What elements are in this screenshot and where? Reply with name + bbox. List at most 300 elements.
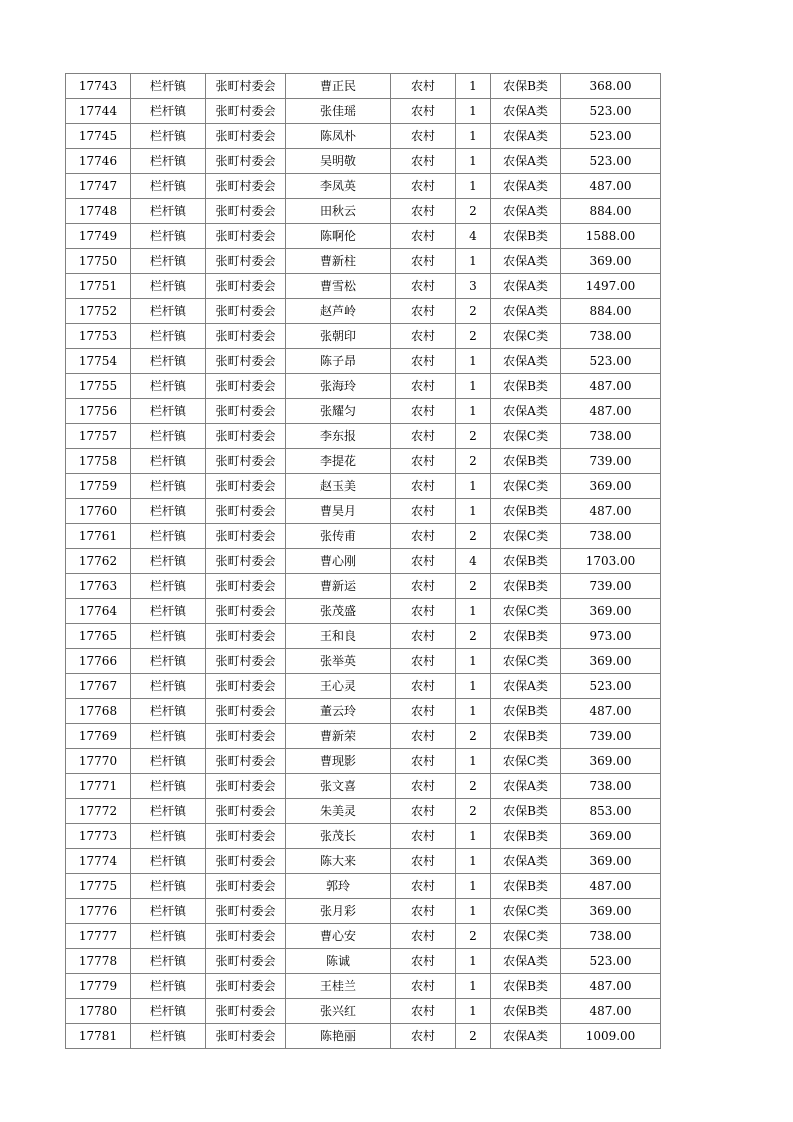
table-row [66, 124, 661, 149]
table-row [66, 249, 661, 274]
cell-village: 张町村委会 [206, 874, 286, 899]
cell-town: 栏杆镇 [131, 699, 206, 724]
cell-town: 栏杆镇 [131, 924, 206, 949]
cell-name: 曹正民 [286, 74, 391, 99]
cell-village: 张町村委会 [206, 949, 286, 974]
cell-residence: 农村 [391, 949, 456, 974]
cell-village: 张町村委会 [206, 799, 286, 824]
cell-amount: 523.00 [561, 949, 661, 974]
cell-town: 栏杆镇 [131, 849, 206, 874]
cell-residence: 农村 [391, 149, 456, 174]
table-row [66, 549, 661, 574]
cell-amount: 369.00 [561, 899, 661, 924]
cell-village: 张町村委会 [206, 199, 286, 224]
cell-id: 17778 [66, 949, 131, 974]
cell-amount: 523.00 [561, 149, 661, 174]
cell-village: 张町村委会 [206, 324, 286, 349]
cell-residence: 农村 [391, 824, 456, 849]
table-row [66, 499, 661, 524]
cell-count: 2 [456, 199, 491, 224]
cell-category: 农保C类 [491, 924, 561, 949]
table-row [66, 724, 661, 749]
table-row [66, 324, 661, 349]
cell-village: 张町村委会 [206, 599, 286, 624]
cell-name: 李东报 [286, 424, 391, 449]
cell-residence: 农村 [391, 574, 456, 599]
cell-category: 农保C类 [491, 899, 561, 924]
cell-village: 张町村委会 [206, 74, 286, 99]
cell-count: 2 [456, 924, 491, 949]
cell-id: 17756 [66, 399, 131, 424]
cell-amount: 369.00 [561, 474, 661, 499]
cell-town: 栏杆镇 [131, 574, 206, 599]
cell-id: 17747 [66, 174, 131, 199]
cell-name: 张兴红 [286, 999, 391, 1024]
table-row [66, 799, 661, 824]
cell-count: 2 [456, 524, 491, 549]
cell-village: 张町村委会 [206, 299, 286, 324]
cell-category: 农保B类 [491, 724, 561, 749]
table-row [66, 524, 661, 549]
cell-residence: 农村 [391, 449, 456, 474]
cell-count: 1 [456, 249, 491, 274]
cell-residence: 农村 [391, 249, 456, 274]
cell-amount: 487.00 [561, 699, 661, 724]
table-row [66, 174, 661, 199]
cell-residence: 农村 [391, 349, 456, 374]
cell-id: 17761 [66, 524, 131, 549]
cell-residence: 农村 [391, 849, 456, 874]
cell-amount: 369.00 [561, 599, 661, 624]
cell-category: 农保A类 [491, 399, 561, 424]
cell-village: 张町村委会 [206, 224, 286, 249]
cell-village: 张町村委会 [206, 824, 286, 849]
cell-id: 17765 [66, 624, 131, 649]
cell-name: 曹新柱 [286, 249, 391, 274]
cell-count: 1 [456, 824, 491, 849]
cell-category: 农保C类 [491, 424, 561, 449]
cell-id: 17774 [66, 849, 131, 874]
cell-id: 17772 [66, 799, 131, 824]
cell-id: 17775 [66, 874, 131, 899]
cell-id: 17760 [66, 499, 131, 524]
cell-amount: 487.00 [561, 499, 661, 524]
cell-town: 栏杆镇 [131, 124, 206, 149]
cell-amount: 369.00 [561, 749, 661, 774]
cell-id: 17773 [66, 824, 131, 849]
cell-id: 17758 [66, 449, 131, 474]
cell-category: 农保B类 [491, 74, 561, 99]
cell-category: 农保C类 [491, 749, 561, 774]
cell-id: 17776 [66, 899, 131, 924]
cell-category: 农保B类 [491, 549, 561, 574]
cell-residence: 农村 [391, 374, 456, 399]
cell-town: 栏杆镇 [131, 274, 206, 299]
table-row [66, 849, 661, 874]
cell-category: 农保C类 [491, 649, 561, 674]
cell-village: 张町村委会 [206, 699, 286, 724]
cell-town: 栏杆镇 [131, 899, 206, 924]
cell-town: 栏杆镇 [131, 499, 206, 524]
cell-category: 农保A类 [491, 274, 561, 299]
cell-category: 农保A类 [491, 199, 561, 224]
cell-id: 17745 [66, 124, 131, 149]
cell-town: 栏杆镇 [131, 774, 206, 799]
table-row [66, 424, 661, 449]
cell-residence: 农村 [391, 474, 456, 499]
cell-residence: 农村 [391, 874, 456, 899]
cell-name: 王和良 [286, 624, 391, 649]
cell-town: 栏杆镇 [131, 399, 206, 424]
table-row [66, 399, 661, 424]
cell-count: 2 [456, 624, 491, 649]
cell-name: 张朝印 [286, 324, 391, 349]
cell-count: 1 [456, 349, 491, 374]
cell-id: 17752 [66, 299, 131, 324]
cell-count: 1 [456, 149, 491, 174]
table-row [66, 374, 661, 399]
table-row [66, 99, 661, 124]
cell-village: 张町村委会 [206, 974, 286, 999]
cell-town: 栏杆镇 [131, 474, 206, 499]
cell-village: 张町村委会 [206, 774, 286, 799]
table-row [66, 1024, 661, 1049]
cell-residence: 农村 [391, 324, 456, 349]
table-row [66, 674, 661, 699]
cell-name: 王桂兰 [286, 974, 391, 999]
cell-amount: 739.00 [561, 449, 661, 474]
cell-name: 张举英 [286, 649, 391, 674]
cell-amount: 487.00 [561, 399, 661, 424]
cell-residence: 农村 [391, 974, 456, 999]
cell-category: 农保B类 [491, 874, 561, 899]
cell-residence: 农村 [391, 899, 456, 924]
cell-village: 张町村委会 [206, 724, 286, 749]
payment-table [65, 73, 661, 1049]
cell-town: 栏杆镇 [131, 149, 206, 174]
cell-amount: 487.00 [561, 374, 661, 399]
cell-id: 17763 [66, 574, 131, 599]
cell-town: 栏杆镇 [131, 624, 206, 649]
cell-town: 栏杆镇 [131, 874, 206, 899]
cell-amount: 738.00 [561, 524, 661, 549]
cell-amount: 738.00 [561, 424, 661, 449]
cell-town: 栏杆镇 [131, 349, 206, 374]
cell-count: 4 [456, 224, 491, 249]
table-row [66, 574, 661, 599]
cell-town: 栏杆镇 [131, 724, 206, 749]
cell-id: 17777 [66, 924, 131, 949]
cell-town: 栏杆镇 [131, 524, 206, 549]
cell-count: 3 [456, 274, 491, 299]
cell-town: 栏杆镇 [131, 199, 206, 224]
cell-name: 赵芦岭 [286, 299, 391, 324]
cell-village: 张町村委会 [206, 574, 286, 599]
cell-village: 张町村委会 [206, 499, 286, 524]
cell-residence: 农村 [391, 924, 456, 949]
cell-count: 1 [456, 974, 491, 999]
cell-id: 17746 [66, 149, 131, 174]
cell-amount: 523.00 [561, 124, 661, 149]
cell-residence: 农村 [391, 199, 456, 224]
cell-count: 2 [456, 1024, 491, 1049]
cell-id: 17753 [66, 324, 131, 349]
cell-name: 陈大来 [286, 849, 391, 874]
cell-name: 李提花 [286, 449, 391, 474]
cell-id: 17770 [66, 749, 131, 774]
cell-amount: 738.00 [561, 924, 661, 949]
cell-id: 17757 [66, 424, 131, 449]
cell-name: 田秋云 [286, 199, 391, 224]
cell-village: 张町村委会 [206, 624, 286, 649]
table-row [66, 224, 661, 249]
table-row [66, 949, 661, 974]
cell-name: 李凤英 [286, 174, 391, 199]
cell-category: 农保A类 [491, 174, 561, 199]
cell-count: 1 [456, 849, 491, 874]
cell-count: 2 [456, 574, 491, 599]
cell-category: 农保B类 [491, 999, 561, 1024]
cell-category: 农保C类 [491, 474, 561, 499]
cell-category: 农保C类 [491, 599, 561, 624]
cell-town: 栏杆镇 [131, 224, 206, 249]
cell-name: 张传甫 [286, 524, 391, 549]
cell-category: 农保A类 [491, 674, 561, 699]
cell-name: 张茂盛 [286, 599, 391, 624]
cell-count: 1 [456, 874, 491, 899]
table-row [66, 199, 661, 224]
cell-name: 陈艳丽 [286, 1024, 391, 1049]
cell-amount: 487.00 [561, 174, 661, 199]
cell-count: 2 [456, 299, 491, 324]
cell-id: 17779 [66, 974, 131, 999]
cell-name: 陈子昂 [286, 349, 391, 374]
table-row [66, 699, 661, 724]
cell-category: 农保C类 [491, 524, 561, 549]
cell-residence: 农村 [391, 124, 456, 149]
cell-category: 农保A类 [491, 249, 561, 274]
cell-village: 张町村委会 [206, 674, 286, 699]
cell-id: 17748 [66, 199, 131, 224]
cell-village: 张町村委会 [206, 374, 286, 399]
cell-town: 栏杆镇 [131, 74, 206, 99]
cell-count: 1 [456, 649, 491, 674]
cell-id: 17759 [66, 474, 131, 499]
cell-category: 农保B类 [491, 374, 561, 399]
cell-amount: 739.00 [561, 724, 661, 749]
cell-residence: 农村 [391, 624, 456, 649]
cell-residence: 农村 [391, 99, 456, 124]
cell-town: 栏杆镇 [131, 449, 206, 474]
cell-amount: 523.00 [561, 99, 661, 124]
cell-residence: 农村 [391, 599, 456, 624]
cell-count: 1 [456, 999, 491, 1024]
cell-residence: 农村 [391, 999, 456, 1024]
cell-residence: 农村 [391, 1024, 456, 1049]
cell-name: 王心灵 [286, 674, 391, 699]
cell-town: 栏杆镇 [131, 174, 206, 199]
cell-count: 2 [456, 724, 491, 749]
cell-town: 栏杆镇 [131, 1024, 206, 1049]
cell-residence: 农村 [391, 724, 456, 749]
cell-amount: 369.00 [561, 849, 661, 874]
table-row [66, 74, 661, 99]
cell-count: 1 [456, 474, 491, 499]
cell-count: 1 [456, 749, 491, 774]
cell-amount: 1009.00 [561, 1024, 661, 1049]
cell-count: 2 [456, 449, 491, 474]
cell-amount: 1703.00 [561, 549, 661, 574]
cell-id: 17781 [66, 1024, 131, 1049]
table-row [66, 899, 661, 924]
cell-village: 张町村委会 [206, 849, 286, 874]
cell-amount: 369.00 [561, 824, 661, 849]
cell-town: 栏杆镇 [131, 649, 206, 674]
cell-residence: 农村 [391, 749, 456, 774]
cell-count: 1 [456, 599, 491, 624]
cell-name: 吴明敬 [286, 149, 391, 174]
cell-village: 张町村委会 [206, 474, 286, 499]
cell-village: 张町村委会 [206, 549, 286, 574]
table-body [66, 74, 661, 1049]
table-row [66, 349, 661, 374]
cell-town: 栏杆镇 [131, 949, 206, 974]
cell-village: 张町村委会 [206, 424, 286, 449]
table-row [66, 924, 661, 949]
cell-residence: 农村 [391, 74, 456, 99]
cell-count: 1 [456, 74, 491, 99]
cell-village: 张町村委会 [206, 649, 286, 674]
cell-town: 栏杆镇 [131, 249, 206, 274]
cell-id: 17754 [66, 349, 131, 374]
cell-category: 农保B类 [491, 449, 561, 474]
cell-residence: 农村 [391, 224, 456, 249]
cell-category: 农保B类 [491, 824, 561, 849]
cell-residence: 农村 [391, 549, 456, 574]
cell-amount: 487.00 [561, 974, 661, 999]
cell-amount: 368.00 [561, 74, 661, 99]
cell-id: 17769 [66, 724, 131, 749]
cell-category: 农保B类 [491, 624, 561, 649]
cell-amount: 853.00 [561, 799, 661, 824]
cell-residence: 农村 [391, 399, 456, 424]
cell-category: 农保A类 [491, 349, 561, 374]
cell-count: 1 [456, 399, 491, 424]
table-row [66, 874, 661, 899]
cell-name: 曹新运 [286, 574, 391, 599]
cell-name: 张文喜 [286, 774, 391, 799]
cell-village: 张町村委会 [206, 399, 286, 424]
cell-id: 17751 [66, 274, 131, 299]
cell-name: 朱美灵 [286, 799, 391, 824]
cell-name: 郭玲 [286, 874, 391, 899]
cell-village: 张町村委会 [206, 249, 286, 274]
cell-village: 张町村委会 [206, 524, 286, 549]
cell-amount: 884.00 [561, 199, 661, 224]
cell-town: 栏杆镇 [131, 549, 206, 574]
cell-town: 栏杆镇 [131, 674, 206, 699]
table-row [66, 599, 661, 624]
table-row [66, 299, 661, 324]
cell-category: 农保B类 [491, 499, 561, 524]
cell-town: 栏杆镇 [131, 599, 206, 624]
cell-category: 农保B类 [491, 799, 561, 824]
cell-residence: 农村 [391, 274, 456, 299]
cell-name: 曹心安 [286, 924, 391, 949]
cell-category: 农保A类 [491, 99, 561, 124]
table-row [66, 749, 661, 774]
cell-residence: 农村 [391, 649, 456, 674]
cell-count: 1 [456, 99, 491, 124]
cell-category: 农保B类 [491, 974, 561, 999]
cell-category: 农保A类 [491, 949, 561, 974]
cell-id: 17750 [66, 249, 131, 274]
cell-amount: 487.00 [561, 874, 661, 899]
cell-village: 张町村委会 [206, 449, 286, 474]
cell-name: 曹昊月 [286, 499, 391, 524]
cell-count: 1 [456, 949, 491, 974]
cell-village: 张町村委会 [206, 999, 286, 1024]
cell-category: 农保A类 [491, 774, 561, 799]
cell-village: 张町村委会 [206, 149, 286, 174]
cell-count: 1 [456, 674, 491, 699]
cell-name: 赵玉美 [286, 474, 391, 499]
cell-amount: 738.00 [561, 774, 661, 799]
cell-name: 曹现影 [286, 749, 391, 774]
cell-amount: 369.00 [561, 249, 661, 274]
cell-town: 栏杆镇 [131, 999, 206, 1024]
cell-count: 1 [456, 899, 491, 924]
cell-village: 张町村委会 [206, 124, 286, 149]
cell-id: 17744 [66, 99, 131, 124]
table-row [66, 999, 661, 1024]
cell-amount: 1497.00 [561, 274, 661, 299]
cell-name: 张耀匀 [286, 399, 391, 424]
cell-village: 张町村委会 [206, 899, 286, 924]
table-row [66, 974, 661, 999]
payment-table-container [65, 73, 661, 1049]
cell-count: 2 [456, 774, 491, 799]
cell-category: 农保C类 [491, 324, 561, 349]
cell-category: 农保B类 [491, 699, 561, 724]
cell-amount: 523.00 [561, 674, 661, 699]
cell-count: 1 [456, 124, 491, 149]
table-row [66, 274, 661, 299]
cell-id: 17767 [66, 674, 131, 699]
cell-id: 17771 [66, 774, 131, 799]
cell-residence: 农村 [391, 799, 456, 824]
cell-amount: 973.00 [561, 624, 661, 649]
cell-town: 栏杆镇 [131, 824, 206, 849]
cell-count: 1 [456, 699, 491, 724]
cell-id: 17764 [66, 599, 131, 624]
cell-category: 农保B类 [491, 574, 561, 599]
cell-town: 栏杆镇 [131, 749, 206, 774]
cell-town: 栏杆镇 [131, 974, 206, 999]
cell-id: 17766 [66, 649, 131, 674]
cell-name: 陈凤朴 [286, 124, 391, 149]
cell-name: 张海玲 [286, 374, 391, 399]
cell-id: 17743 [66, 74, 131, 99]
table-row [66, 824, 661, 849]
cell-amount: 1588.00 [561, 224, 661, 249]
cell-amount: 738.00 [561, 324, 661, 349]
table-row [66, 149, 661, 174]
cell-residence: 农村 [391, 674, 456, 699]
cell-town: 栏杆镇 [131, 324, 206, 349]
table-row [66, 774, 661, 799]
cell-count: 2 [456, 424, 491, 449]
